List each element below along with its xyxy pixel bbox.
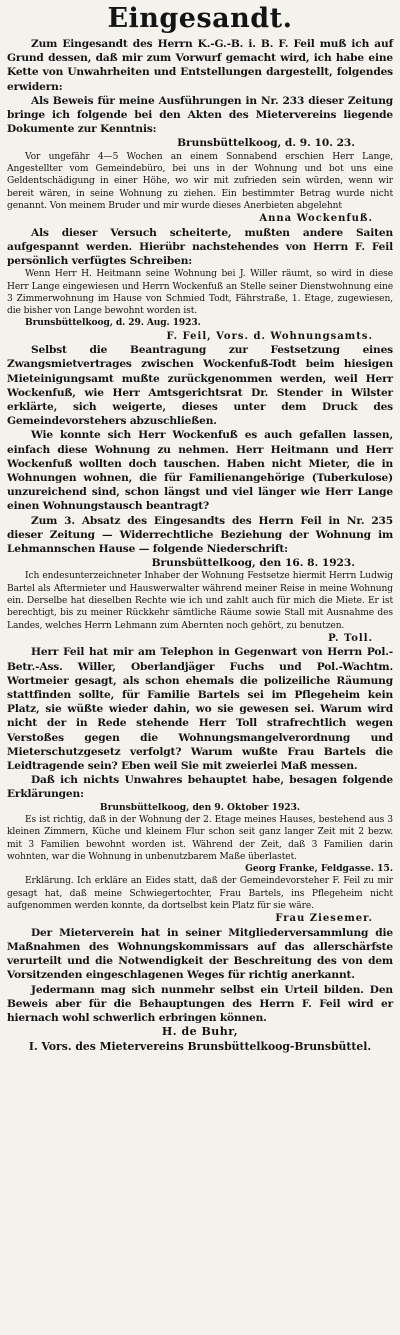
- paragraph: Zum Eingesandt des Herrn K.-G.-B. i. B. F. Feil muß ich auf Grund dessen, daß mir zum Vorwurf gemacht wird, ich habe eine Kette von Unwahrheiten und Entstellungen dargestellt, folgendes erwidern:: [7, 38, 393, 93]
- signature: P. Toll.: [328, 632, 373, 644]
- signature: Georg Franke, Feldgasse. 15.: [245, 863, 393, 875]
- paragraph: Zum 3. Absatz des Eingesandts des Herrn Feil in Nr. 235 dieser Zeitung — Widerrechtliche Beziehung der Wohnung im Lehmannschen Hause — folgende Niederschrift:: [7, 514, 393, 556]
- document-quote: Erklärung. Ich erkläre an Eides statt, daß der Gemeindevorsteher F. Feil zu mir gesagt hat, daß meine Schwiegertochter, Frau Bartels, ins Pflegeheim nicht aufgenommen werden konnte, da dortselbst kein Platz für sie wäre.: [7, 876, 393, 912]
- paragraph: Als Beweis für meine Ausführungen in Nr. 233 dieser Zeitung bringe ich folgende bei den Akten des Mietervereins liegende Dokumente zur Kenntnis:: [7, 94, 393, 136]
- document-quote: Es ist richtig, daß in der Wohnung der 2. Etage meines Hauses, bestehend aus 3 kleinen Zimmern, Küche und kleinem Flur schon seit ganz langer Zeit mit 2 bezw. mit 3 Familien bewohnt worden ist. Während der Zeit, daß 3 Familien darin wohnten, war die Wohnung in unbenutzbarem Maße überlastet.: [7, 814, 393, 862]
- paragraph: Wie konnte sich Herr Wockenfuß es auch gefallen lassen, einfach diese Wohnung zu nehmen. Herr Heitmann und Herr Wockenfuß wollten doch tauschen. Haben nicht Mieter, die in Wohnungen wohnen, die für Familienangehörige (Tuberkulose) unzureichend sind, schon längst und viel länger wie Herr Lange einen Wohnungstausch beantragt?: [7, 429, 393, 513]
- document-date: Brunsbüttelkoog, den 9. Oktober 1923.: [99, 801, 301, 813]
- document-quote: Wenn Herr H. Heitmann seine Wohnung bei J. Willer räumt, so wird in diese Herr Lange eingewiesen und Herrn Wockenfuß an Stelle seiner Dienstwohnung eine 3 Zimmerwohnung im Hause von Schmied Todt, Fährstraße, 1. Etage, zugewiesen, die bisher von Lange bewohnt worden ist.: [7, 269, 393, 317]
- signature: Anna Wockenfuß.: [259, 213, 373, 225]
- article-title: Eingesandt.: [107, 3, 293, 34]
- dateline: Brunsbüttelkoog, den 16. 8. 1923.: [151, 557, 355, 570]
- document-quote: Vor ungefähr 4—5 Wochen an einem Sonnabend erschien Herr Lange, Angestellter vom Gemeindebüro, bei uns in der Wohnung und bot uns eine Geldentschädigung in einer Höhe, wo wir mit zufrieden sein würden, wenn wir bereit wären, in seine Wohnung zu ziehen. Ein bestimmter Betrag wurde nicht genannt. Von meinem Bruder und mir wurde dieses Anerbieten abgelehnt: [7, 151, 393, 211]
- paragraph: Als dieser Versuch scheiterte, mußten andere Saiten aufgespannt werden. Hierübr nachstehendes von Herrn F. Feil persönlich verfügtes Schreiben:: [7, 226, 393, 268]
- document-quote: Ich endesunterzeichneter Inhaber der Wohnung Festsetze hiermit Herrn Ludwig Bartel als Aftermieter und Hauswerwalter während meiner Reise in meine Wohnung ein. Derselbe hat dieselben Rechte wie ich und zahlt auch für mich die Miete. Er ist berechtigt, bis zu meiner Rückkehr sämtliche Räume sowie Stall mit Ausnahme des Landes, welches Herrn Lehmann zum Abernten noch gehört, zu benutzen.: [7, 571, 393, 631]
- signature: F. Feil, Vors. d. Wohnungsamts.: [166, 330, 373, 342]
- article-body: [7, 37, 393, 1054]
- paragraph: Jedermann mag sich nunmehr selbst ein Urteil bilden. Den Beweis aber für die Behauptungen des Herrn F. Feil wird er hiernach wohl schwerlich erbringen können.: [7, 983, 393, 1025]
- document-date: Brunsbüttelkoog, d. 29. Aug. 1923.: [25, 317, 201, 329]
- paragraph: Herr Feil hat mir am Telephon in Gegenwart von Herrn Pol.-Betr.-Ass. Willer, Oberlandjäger Fuchs und Pol.-Wachtm. Wortmeier gesagt, als schon ehemals die polizeiliche Räumung stattfinden sollte, für Familie Bartels sei im Pflegeheim kein Platz, sie wüßte wieder dahin, wo sie gewesen sei. Warum wird nicht der in Rede stehende Herr Toll strafrechtlich wegen Verstoßes gegen die Wohnungsmangelverordnung und Mieterschutzgesetz verfolgt? Warum wußte Frau Bartels die Leidtragende sein? Eben weil Sie mit zweierlei Maß messen.: [7, 646, 393, 773]
- signature: Frau Ziesemer.: [275, 913, 373, 925]
- paragraph: Der Mieterverein hat in seiner Mitgliederversammlung die Maßnahmen des Wohnungskommissars auf das allerschärfste verurteilt und die Notwendigkeit der Beschreitung des von dem Vorsitzenden eingeschlagenen Weges für richtig anerkannt.: [7, 926, 393, 982]
- paragraph: Daß ich nichts Unwahres behauptet habe, besagen folgende Erklärungen:: [7, 774, 393, 801]
- signature-left: [7, 863, 47, 875]
- author-title: I. Vors. des Mietervereins Brunsbüttelkoog-Brunsbüttel.: [28, 1039, 372, 1053]
- dateline: Brunsbüttelkoog, d. 9. 10. 23.: [177, 137, 355, 150]
- paragraph: Selbst die Beantragung zur Festsetzung eines Zwangsmietvertrages zwischen Wockenfuß-Todt beim hiesigen Mieteinigungsamt mußte zurückgenommen werden, weil Herr Wockenfuß, wie Herr Amtsgerichtsrat Dr. Stender in Wilster erklärte, sich weigerte, dieses unter dem Druck des Gemeindevorstehers abzuschließen.: [7, 344, 393, 428]
- signature-row: [7, 863, 393, 875]
- author-name: H. de Buhr,: [161, 1025, 239, 1039]
